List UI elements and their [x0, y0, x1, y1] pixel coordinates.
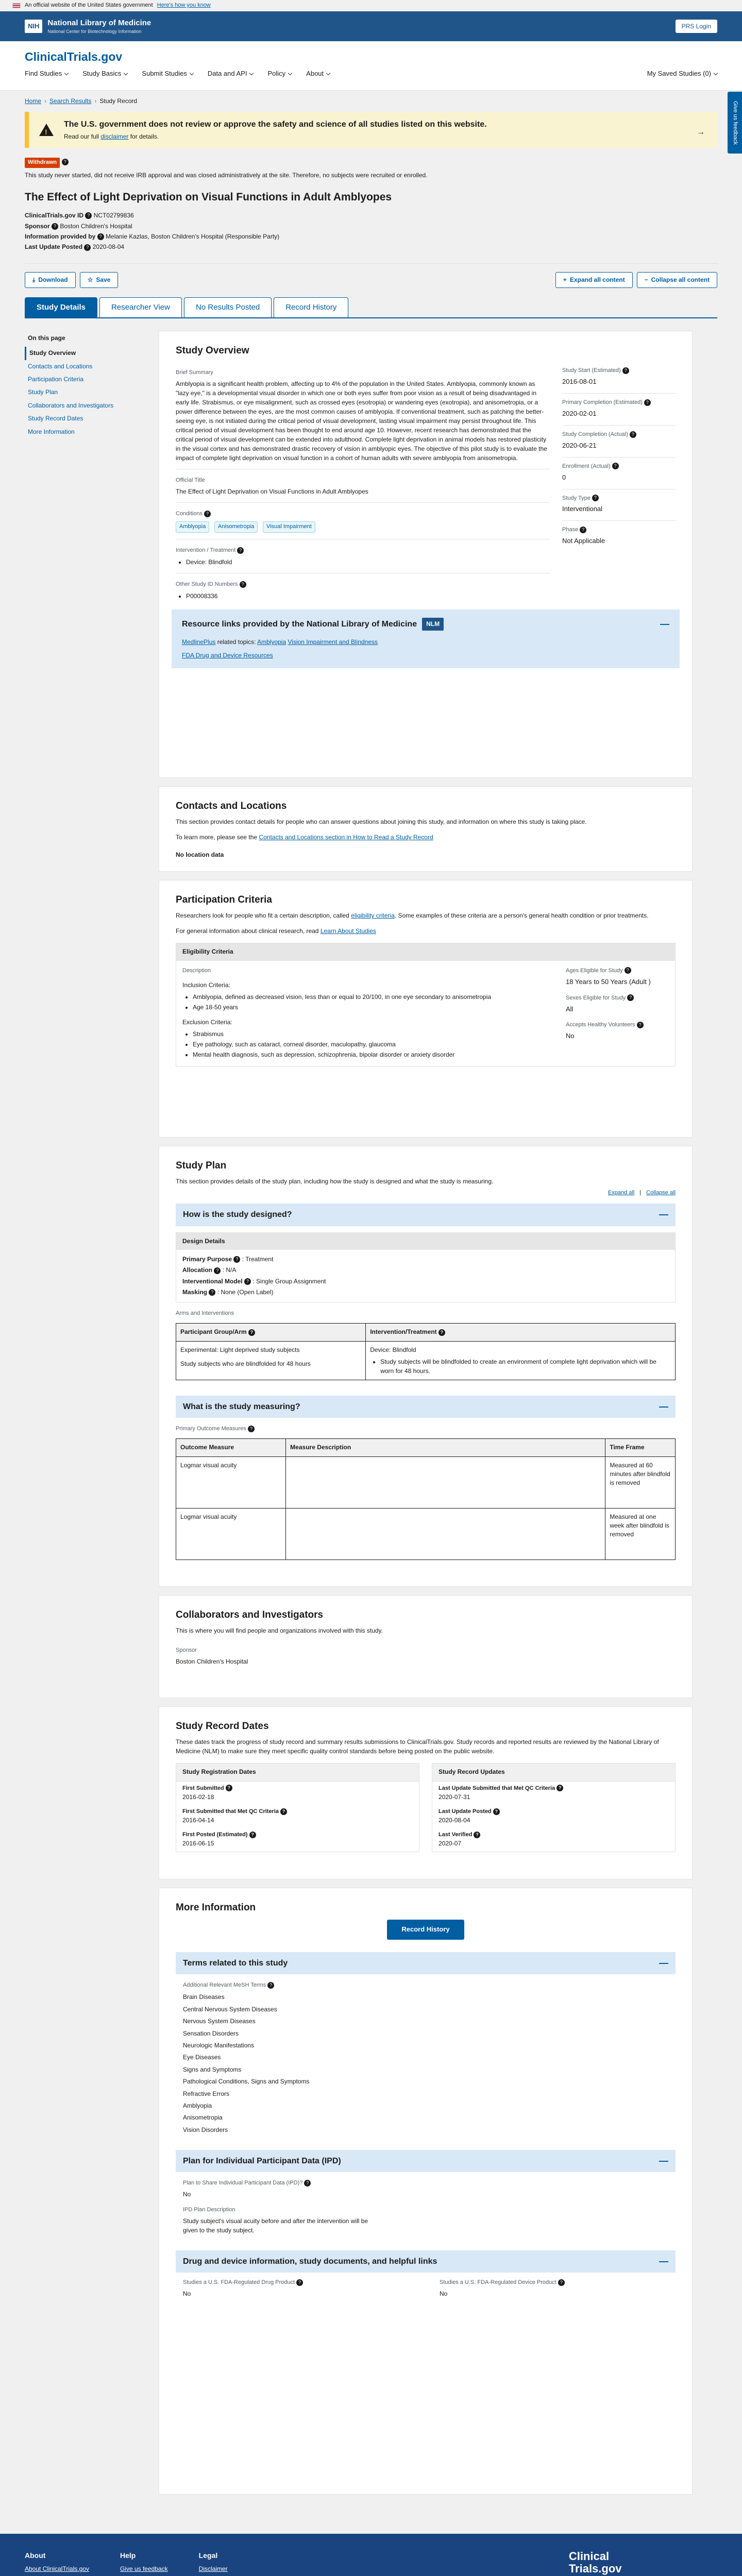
contacts-learn: To learn more, please see the Contacts and Locations section in How to Read a Study Record [176, 834, 433, 841]
info-icon[interactable]: ? [625, 967, 631, 974]
info-icon[interactable]: ? [439, 1329, 445, 1336]
info-icon[interactable]: ? [580, 527, 586, 533]
model-row: Interventional Model ? : Single Group Assignment [182, 1277, 326, 1285]
footer-link[interactable]: About ClinicalTrials.gov [25, 2565, 89, 2573]
medlineplus-row: MedlinePlus related topics: Amblyopia Vision Impairment and Blindness [182, 638, 378, 646]
nav-find-studies[interactable]: Find Studies [25, 69, 68, 79]
footer-legal-heading: Legal [198, 2551, 218, 2560]
mesh-term: Pathological Conditions, Signs and Symptoms [183, 2078, 310, 2086]
toc-item-overview[interactable]: Study Overview [25, 347, 146, 360]
date-label: Last Update Posted ? [439, 1808, 669, 1816]
ipd-accordion[interactable] [176, 2150, 676, 2172]
saved-studies-link[interactable]: My Saved Studies (0) [647, 69, 717, 79]
eligibility-link[interactable]: eligibility criteria [351, 912, 395, 920]
info-icon[interactable]: ? [622, 367, 629, 374]
info-icon[interactable]: ? [204, 511, 211, 517]
design-heading: How is the study designed? [183, 1210, 292, 1219]
footer-brand-line1: Clinical [568, 2549, 610, 2563]
plan-desc: This section provides details of the study plan, including how the study is designed and what the study is measuring. [176, 1178, 494, 1185]
study-completion-label: Study Completion (Actual) ? [562, 431, 676, 439]
overview-heading: Study Overview [176, 345, 249, 356]
nlm-resources-heading: Resource links provided by the National Library of Medicine [182, 619, 417, 629]
conditions-list [176, 518, 550, 533]
mesh-term: Nervous System Diseases [183, 2018, 256, 2025]
collapse-all-link[interactable]: Collapse all [646, 1190, 676, 1196]
info-icon[interactable]: ? [97, 233, 104, 240]
study-info-provider: Melanie Kazlas, Boston Children's Hospital (Responsible Party) [106, 232, 280, 240]
allocation-row: Allocation ? : N/A [182, 1266, 237, 1274]
footer-about-heading: About [25, 2551, 46, 2560]
tab-study-details[interactable]: Study Details [25, 297, 97, 317]
info-icon[interactable]: ? [209, 1289, 215, 1296]
intervention-label: Intervention / Treatment ? [176, 547, 550, 555]
arm-desc: Study subjects who are blindfolded for 48 hours [180, 1360, 311, 1368]
collapse-icon [659, 2261, 668, 2262]
inclusion-item: • Amblyopia, defined as decreased vision, less than or equal to 20/100, in one eye secondary to anisometropia [193, 993, 553, 1002]
mesh-term: Neurologic Manifestations [183, 2041, 255, 2049]
info-icon[interactable]: ? [637, 1022, 644, 1028]
nlm-header [0, 11, 742, 41]
collab-sponsor: Boston Children's Hospital [176, 1658, 248, 1666]
measure-heading: What is the study measuring? [183, 1402, 300, 1411]
collapse-icon [659, 1406, 668, 1408]
masking-row: Masking ? : None (Open Label) [182, 1289, 274, 1296]
dates-desc: These dates track the progress of study record and summary results submissions to ClinicalTrials.gov. Study records and reported results are reviewed by the National Library of Medicine (NLM) to make sure they meet specific quality control standards before being posted on the public website. [176, 1738, 659, 1755]
topic-link[interactable]: Amblyopia [257, 638, 286, 646]
breadcrumb-separator: › [94, 97, 97, 105]
nav-about[interactable]: About [306, 69, 330, 79]
inclusion-item: • Age 18-50 years [193, 1003, 553, 1012]
topic-link[interactable]: Vision Impairment and Blindness [288, 638, 378, 646]
dates-heading: Study Record Dates [176, 1720, 269, 1732]
info-icon[interactable]: ? [493, 1808, 500, 1815]
info-icon[interactable]: ? [249, 1832, 256, 1838]
study-type: Interventional [562, 505, 603, 513]
chevron-down-icon [124, 71, 128, 75]
arm-name: Experimental: Light deprived study subjects [180, 1346, 300, 1353]
info-icon[interactable]: ? [214, 1267, 221, 1274]
exclusion-item: • Strabismus [193, 1030, 553, 1039]
collapse-all-button[interactable]: − Collapse all content [637, 272, 717, 288]
nlm-resources [172, 609, 680, 668]
main-content [0, 318, 742, 2503]
outcome-desc [286, 1508, 605, 1560]
expand-all-link[interactable]: Expand all [608, 1190, 635, 1196]
condition-chip[interactable]: Anisometropia [214, 521, 258, 533]
drug-accordion[interactable] [176, 2250, 676, 2273]
nlm-subtitle: National Center for Biotechnology Information [47, 29, 142, 35]
mesh-term: Central Nervous System Diseases [183, 2005, 277, 2013]
nih-badge: NIH [25, 20, 42, 33]
site-title[interactable]: ClinicalTrials.gov [25, 50, 123, 63]
ages-value: 18 Years to 50 Years (Adult ) [566, 977, 651, 986]
info-icon[interactable]: ? [226, 1785, 232, 1791]
chevron-down-icon [190, 71, 194, 75]
info-icon[interactable]: ? [52, 223, 58, 230]
healthy-value: No [566, 1032, 575, 1040]
collapse-icon [659, 2161, 668, 2162]
outcome-time: Measured at one week after blindfold is removed [605, 1508, 676, 1560]
mesh-term: Eye Diseases [183, 2054, 221, 2061]
date-value: 2020-07 [439, 1840, 462, 1848]
learn-studies-link[interactable]: Learn About Studies [320, 927, 376, 935]
mesh-term: Refractive Errors [183, 2090, 230, 2097]
info-icon[interactable]: ? [280, 1808, 287, 1815]
status-badge: Withdrawn [25, 158, 60, 168]
site-footer [0, 2534, 742, 2576]
outcome-measure: Logmar visual acuity [176, 1456, 286, 1508]
prs-login-button[interactable]: PRS Login [676, 20, 717, 33]
arms-table [176, 1323, 676, 1380]
nlm-logo-badge: NLM [422, 618, 444, 631]
footer-about [25, 2550, 89, 2576]
disclaimer-sub: Read our full disclaimer for details. [64, 133, 159, 141]
footer-legal [199, 2550, 259, 2576]
chevron-down-icon [326, 71, 330, 75]
more-heading: More Information [176, 1902, 256, 1913]
study-completion: 2020-06-21 [562, 441, 597, 449]
toc-item-plan[interactable]: Study Plan [28, 388, 58, 396]
info-icon[interactable]: ? [267, 1982, 274, 1989]
nav-data-api[interactable]: Data and API [208, 69, 254, 79]
study-header [0, 148, 742, 251]
toc-item-participation[interactable]: Participation Criteria [28, 376, 84, 383]
collab-heading: Collaborators and Investigators [176, 1609, 324, 1620]
date-label: Last Verified ? [439, 1831, 669, 1839]
intervention-desc: • Study subjects will be blindfolded to create an environment of complete light deprivation which will be worn for 48 hours. [380, 1358, 671, 1376]
collapse-icon [659, 1214, 668, 1215]
official-title: The Effect of Light Deprivation on Visual Functions in Adult Amblyopes [176, 488, 368, 496]
date-value: 2020-07-31 [439, 1793, 470, 1801]
tab-no-results[interactable]: No Results Posted [184, 297, 272, 317]
registration-dates [176, 1763, 419, 1852]
footer-help [120, 2550, 168, 2576]
study-plan-card: Study Plan This section provides details of the study plan, including how the study is designed and what the study is measuring. Expand all | Collapse all How is the study designed? Design Details Primary Purpose ? : Treatment Allocation ? : N/A Interventional Model ? : Single Group Assignment Masking ? : None (Open Label) Arms and Interventions Participant Group/Arm ? Intervention/Treatment ? Experimental: Light deprived study subjects Study subjects who are blindfolded for 48 hours Device: Blindfold • Study subjects will be blindfolded to create an environment of complete light deprivation which will be worn for 48 hours. What is the study measuring? Primary Outcome Measures ? Outcome Measure Measure Description Time Frame Logmar visual acuity Measured at 60 minutes after blindfold is removed Logmar visual acuity Measured at one week after blindfold is removed [159, 1146, 693, 1587]
tab-record-history[interactable]: Record History [274, 297, 348, 317]
save-button[interactable]: ☆ Save [80, 272, 119, 288]
contacts-heading: Contacts and Locations [176, 800, 287, 811]
other-id-item: • P00008336 [186, 592, 550, 601]
footer-link[interactable]: Give us feedback [120, 2565, 168, 2573]
nlm-title: National Library of Medicine [47, 18, 151, 27]
enrollment: 0 [562, 473, 566, 481]
study-start-label: Study Start (Estimated) ? [562, 367, 676, 375]
download-button[interactable]: ⤓ Download [25, 272, 76, 288]
date-value: 2016-06-15 [182, 1840, 214, 1848]
medlineplus-link[interactable]: MedlinePlus [182, 638, 216, 646]
info-icon[interactable]: ? [244, 1278, 251, 1285]
mesh-term: Signs and Symptoms [183, 2065, 242, 2073]
breadcrumb-separator: › [44, 97, 47, 105]
date-value: 2016-02-18 [182, 1793, 214, 1801]
drug-label: Studies a U.S. FDA-Regulated Drug Product ? [183, 2279, 419, 2287]
drug-heading: Drug and device information, study documents, and helpful links [183, 2257, 437, 2266]
phase: Not Applicable [562, 537, 605, 545]
outcome-time: Measured at 60 minutes after blindfold is removed [605, 1456, 676, 1508]
info-icon[interactable]: ? [592, 495, 599, 501]
download-icon: ⤓ [32, 276, 36, 283]
footer-help-heading: Help [120, 2551, 136, 2560]
plus-icon: + [563, 276, 567, 283]
study-type-label: Study Type ? [562, 495, 676, 503]
status-text: This study never started, did not receive IRB approval and was closed administratively at the site. Therefore, no subjects were recruited or enrolled. [25, 172, 428, 179]
info-icon[interactable]: ? [296, 2279, 303, 2286]
fda-resources-link[interactable]: FDA Drug and Device Resources [182, 651, 273, 659]
study-title: The Effect of Light Deprivation on Visual Functions in Adult Amblyopes [25, 191, 392, 203]
study-tabs [25, 297, 717, 318]
gov-banner-text: An official website of the United States government [25, 2, 153, 9]
healthy-label: Accepts Healthy Volunteers ? [566, 1021, 669, 1029]
intervention-item: • Device: Blindfold [186, 558, 550, 567]
mesh-term: Amblyopia [183, 2102, 212, 2109]
more-info-card [159, 1888, 693, 2495]
main-nav [25, 69, 330, 79]
collab-sponsor-label: Sponsor [176, 1647, 197, 1654]
mesh-term: Brain Diseases [183, 1993, 225, 2001]
device-label: Studies a U.S. FDA-Regulated Device Product ? [440, 2279, 676, 2287]
bookmark-icon: ☆ [87, 276, 93, 283]
collaborators-card [159, 1595, 693, 1698]
disclaimer-alert [25, 112, 717, 148]
sexes-value: All [566, 1005, 574, 1013]
outcome-col-time: Time Frame [605, 1439, 676, 1456]
official-title-label: Official Title [176, 477, 205, 484]
chevron-down-icon [249, 71, 254, 75]
date-label: Last Update Submitted that Met QC Criteria ? [439, 1785, 669, 1793]
info-icon[interactable]: ? [612, 463, 619, 469]
record-history-button[interactable]: Record History [387, 1920, 464, 1940]
nav-study-basics[interactable]: Study Basics [82, 69, 127, 79]
toc-heading: On this page [28, 334, 65, 342]
outcome-label: Primary Outcome Measures ? [176, 1425, 676, 1433]
info-icon[interactable]: ? [630, 431, 636, 438]
registration-dates-title: Study Registration Dates [176, 1764, 419, 1781]
info-icon[interactable]: ? [240, 581, 246, 588]
collab-desc: This is where you will find people and organizations involved with this study. [176, 1627, 383, 1635]
table-row [176, 1508, 676, 1560]
ipd-value: No [183, 2191, 191, 2198]
footer-link[interactable]: Disclaimer [198, 2565, 228, 2573]
info-icon[interactable]: ? [237, 547, 244, 554]
drug-value: No [183, 2290, 191, 2298]
feedback-tab[interactable]: Give us feedback [728, 92, 742, 154]
terms-list [183, 1993, 676, 2134]
content-column [159, 331, 693, 2503]
design-details-title: Design Details [176, 1233, 675, 1250]
study-meta: ClinicalTrials.gov ID ? NCT02799836 Sponsor ? Boston Children's Hospital Information provided by ? Melanie Kazlas, Boston Children's Hospital (Responsible Party) Last Update Posted ? 2020-08-04 [25, 212, 280, 251]
minus-icon: − [644, 276, 648, 283]
contacts-card [159, 786, 693, 872]
exclusion-label: Exclusion Criteria: [182, 1018, 232, 1026]
disclaimer-link[interactable]: disclaimer [100, 133, 129, 141]
brief-summary: Amblyopia is a significant health problem, affecting up to 4% of the population in the United States. Amblyopia, commonly known as "lazy eye," is a developmental visual disorder in which one or both eyes suffer from poor vision as a result of being disadvantaged in early life. Strabismus, or eye misalignment, such as crossed eyes (esotropia) or wandering eyes (exotropia), and anisometropia, or a power difference between the eyes, are the most common causes of amblyopia. If conventional treatment, such as patching the better-seeing eye, is not initiated during the critical period of visual development, lasting visual impairment may persist throughout life. This critical period of visual development has been thought to end around age 10. However, recent research has demonstrated that the critical period of visual development can be extended into adulthood. Complete light deprivation in animal models has restored plasticity in the visual cortex and has demonstrated drastic recovery of vision in amblyopic eyes. The objective of this pilot study is to evaluate the impact of complete light deprivation on visual function in a cohort of human adults with severe amblyopia from anisometropia. [176, 380, 547, 462]
eligibility-title: Eligibility Criteria [176, 943, 675, 960]
table-row [176, 1341, 676, 1380]
mesh-term: Sensation Disorders [183, 2029, 239, 2037]
info-icon[interactable]: ? [558, 2279, 565, 2286]
info-icon[interactable]: ? [84, 244, 91, 251]
arm-col-header: Participant Group/Arm ? [176, 1324, 366, 1341]
inclusion-label: Inclusion Criteria: [182, 981, 230, 989]
participation-general: For general information about clinical research, read Learn About Studies [176, 927, 376, 935]
nav-policy[interactable]: Policy [267, 69, 292, 79]
info-icon[interactable]: ? [627, 994, 634, 1001]
participation-heading: Participation Criteria [176, 894, 272, 905]
ipd-label: Plan to Share Individual Participant Data (IPD)? ? [183, 2179, 676, 2188]
outcome-desc [286, 1456, 605, 1508]
nav-submit-studies[interactable]: Submit Studies [142, 69, 193, 79]
disclaimer-title: The U.S. government does not review or approve the safety and science of all studies listed on this website. [64, 120, 487, 129]
overview-sidebar [562, 362, 676, 601]
arms-label: Arms and Interventions [176, 1310, 234, 1317]
exclusion-item: • Mental health diagnosis, such as depression, schizophrenia, bipolar disorder or anxiety disorder [193, 1050, 553, 1059]
us-flag-icon [12, 3, 21, 8]
design-details-box [176, 1232, 676, 1303]
terms-accordion[interactable] [176, 1952, 676, 1974]
condition-chip[interactable]: Amblyopia [176, 521, 209, 533]
study-last-update: 2020-08-04 [92, 243, 125, 251]
study-start: 2016-08-01 [562, 378, 597, 386]
outcome-col-measure: Outcome Measure [176, 1439, 286, 1456]
phase-label: Phase ? [562, 526, 676, 534]
chevron-down-icon [288, 71, 292, 75]
info-icon[interactable]: ? [248, 1426, 255, 1432]
chevron-down-icon [714, 71, 718, 75]
outcome-measure: Logmar visual acuity [176, 1508, 286, 1560]
primary-completion: 2020-02-01 [562, 410, 597, 418]
page-toc [25, 331, 146, 2503]
info-icon[interactable]: ? [474, 1832, 480, 1838]
terms-heading: Terms related to this study [183, 1959, 288, 1968]
footer-brand [569, 2550, 649, 2576]
mesh-term: Anisometropia [183, 2114, 223, 2122]
dates-card [159, 1706, 693, 1879]
condition-chip[interactable]: Visual Impairment [263, 521, 315, 533]
date-label: First Posted (Estimated) ? [182, 1831, 413, 1839]
info-icon[interactable]: ? [233, 1256, 240, 1263]
nlm-logo[interactable] [25, 18, 151, 36]
tab-researcher-view[interactable]: Researcher View [99, 297, 182, 317]
design-accordion[interactable] [176, 1204, 676, 1226]
measure-accordion[interactable] [176, 1396, 676, 1418]
arrow-right-icon[interactable]: → [697, 128, 705, 137]
no-location: No location data [176, 851, 224, 859]
contacts-learn-link[interactable]: Contacts and Locations section in How to Read a Study Record [259, 834, 433, 841]
date-value: 2016-04-14 [182, 1817, 214, 1824]
breadcrumb [0, 91, 742, 112]
sexes-label: Sexes Eligible for Study ? [566, 994, 669, 1003]
brief-summary-label: Brief Summary [176, 369, 213, 376]
eligibility-box [176, 943, 676, 1066]
plan-heading: Study Plan [176, 1160, 227, 1171]
exclusion-item: • Eye pathology, such as cataract, corneal disorder, maculopathy, glaucoma [193, 1040, 553, 1049]
terms-label: Additional Relevant MeSH Terms ? [183, 1981, 676, 1990]
record-updates [432, 1763, 676, 1852]
ipd-desc-label: IPD Plan Description [183, 2207, 235, 2213]
participation-card [159, 880, 693, 1138]
breadcrumb-current: Study Record [99, 97, 138, 105]
record-updates-title: Study Record Updates [432, 1764, 675, 1781]
study-sponsor: Boston Children's Hospital [60, 222, 132, 230]
breadcrumb-home[interactable]: Home [25, 97, 42, 105]
ipd-desc: Study subject's visual acuity before and after the intervention will be given to the study subject. [183, 2217, 368, 2234]
toc-item-collaborators[interactable]: Collaborators and Investigators [28, 401, 114, 409]
info-icon[interactable]: ? [85, 212, 92, 219]
warning-icon [39, 124, 54, 136]
outcomes-table [176, 1438, 676, 1560]
intervention-col-header: Intervention/Treatment ? [366, 1324, 676, 1341]
primary-completion-label: Primary Completion (Estimated) ? [562, 399, 676, 407]
outcome-col-desc: Measure Description [286, 1439, 605, 1456]
date-label: First Submitted ? [182, 1785, 413, 1793]
toc-item-contacts[interactable]: Contacts and Locations [28, 362, 93, 370]
conditions-label: Conditions ? [176, 510, 550, 518]
contacts-desc: This section provides contact details for people who can answer questions about joining this study, and information on where this study is taking place. [176, 818, 587, 826]
ipd-heading: Plan for Individual Participant Data (IPD) [183, 2157, 341, 2166]
toc-item-dates[interactable]: Study Record Dates [28, 415, 83, 422]
overview-card [159, 331, 693, 778]
mesh-term: Vision Disorders [183, 2126, 228, 2133]
breadcrumb-search-results[interactable]: Search Results [49, 97, 92, 105]
date-label: First Submitted that Met QC Criteria ? [182, 1808, 413, 1816]
gov-banner-link[interactable]: Here's how you know [157, 2, 211, 9]
info-icon[interactable]: ? [304, 2180, 311, 2187]
gov-banner [0, 0, 742, 11]
intervention-name: Device: Blindfold [370, 1346, 416, 1353]
enrollment-label: Enrollment (Actual) ? [562, 463, 676, 471]
table-row [176, 1456, 676, 1508]
participation-desc: Researchers look for people who fit a certain description, called eligibility criteria. Some examples of these criteria are a person's general health condition or prior treatments. [176, 912, 649, 920]
other-ids-label: Other Study ID Numbers ? [176, 581, 550, 589]
study-id: NCT02799836 [93, 212, 134, 219]
chevron-down-icon [64, 71, 69, 75]
info-icon[interactable]: ? [644, 399, 651, 406]
purpose-row: Primary Purpose ? : Treatment [182, 1255, 274, 1263]
info-icon[interactable]: ? [556, 1785, 563, 1791]
toc-item-more-info[interactable]: More Information [28, 428, 75, 435]
date-value: 2020-08-04 [439, 1817, 470, 1824]
ages-label: Ages Eligible for Study ? [566, 967, 669, 975]
info-icon[interactable]: ? [248, 1329, 255, 1336]
eligibility-desc-label: Description [182, 967, 211, 974]
info-icon[interactable]: ? [62, 159, 69, 165]
collapse-icon [659, 1963, 668, 1964]
device-value: No [440, 2290, 448, 2298]
collapse-icon[interactable] [660, 624, 669, 625]
expand-all-button[interactable]: + Expand all content [555, 272, 633, 288]
action-bar [25, 263, 717, 288]
footer-brand-line2: Trials.gov [568, 2562, 622, 2575]
